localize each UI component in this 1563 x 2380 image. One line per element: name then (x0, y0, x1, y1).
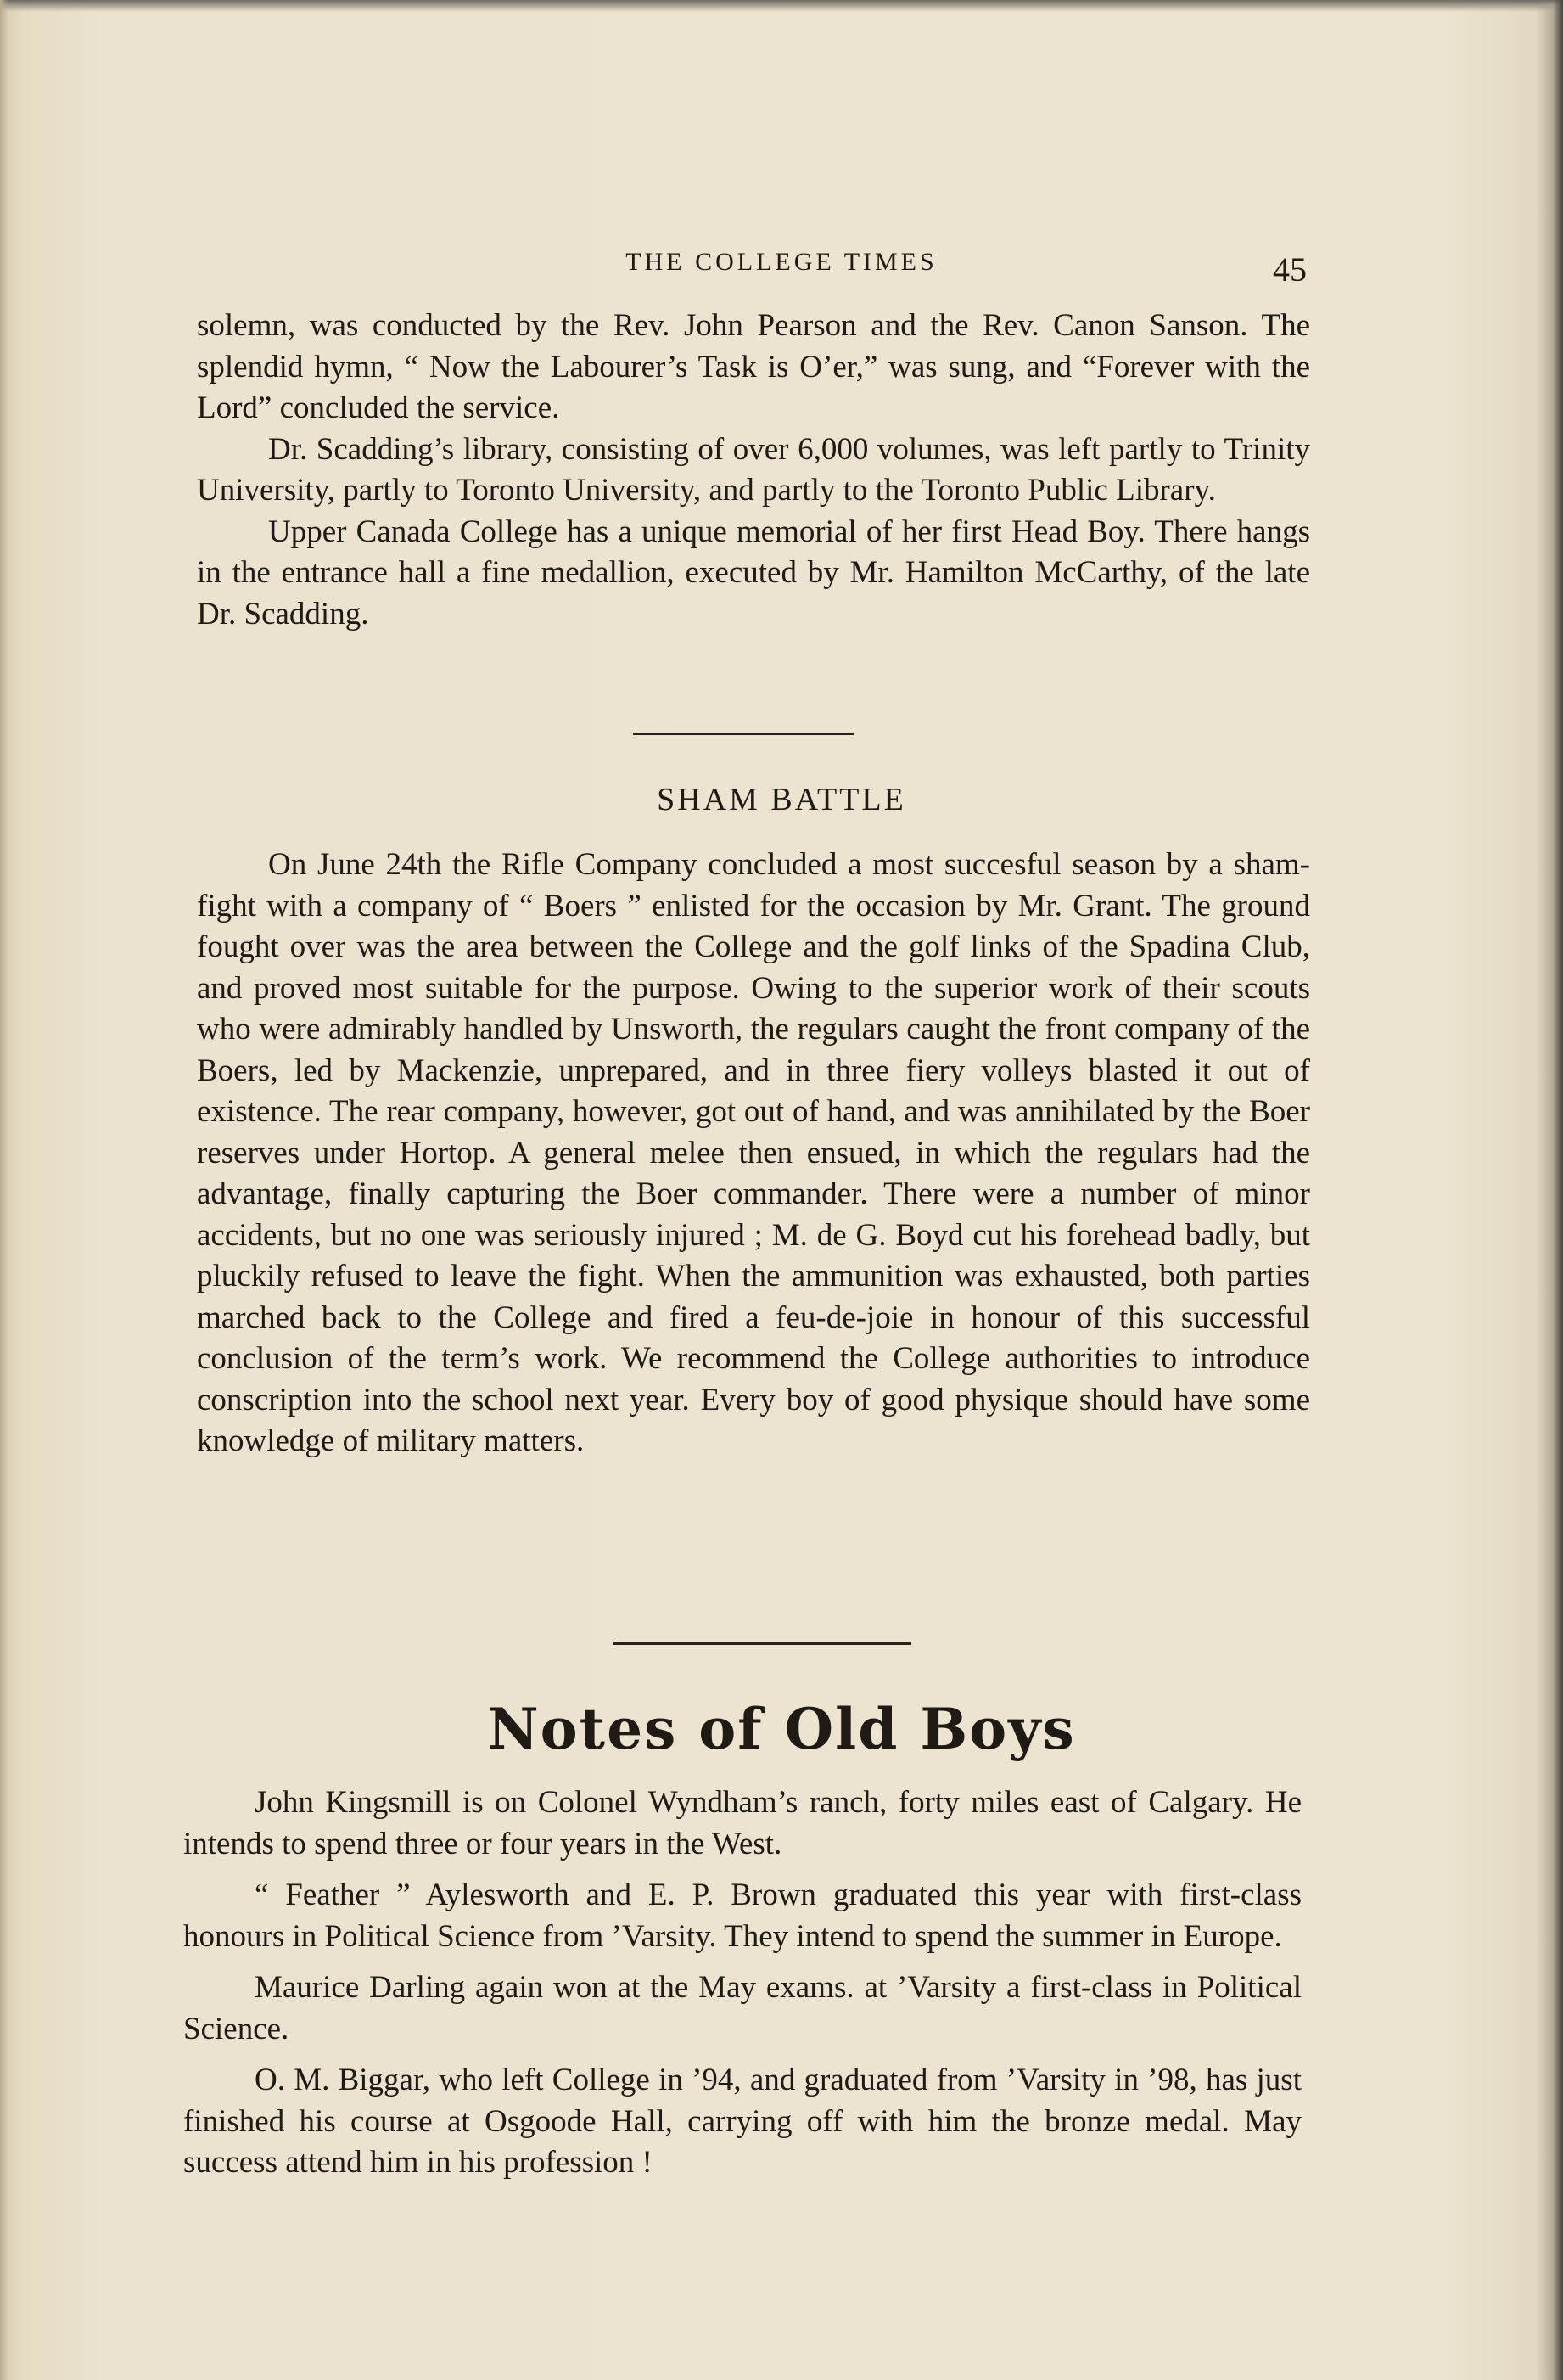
page-gutter-shadow (0, 0, 8, 2380)
page-number: 45 (1273, 250, 1307, 289)
old-boys-notes (183, 1782, 1302, 2194)
note-paragraph: John Kingsmill is on Colonel Wyndham’s ranch, forty miles east of Calgary. He intends to spend three or four years in the West. (183, 1785, 1302, 1861)
section-divider (613, 1642, 911, 1645)
article-paragraph: On June 24th the Rifle Company concluded a most succesful season by a sham-fight with a company of “ Boers ” enlisted for the occasion by Mr. Grant. The ground fought over was the area between the College and the golf links of the Spadina Club, and proved most suitable for the purpose. Owing to the superior work of their scouts who were admirably handled by Unsworth, the regulars caught the front company of the Boers, led by Mackenzie, unprepared, and in three fiery volleys blasted it out of existence. The rear company, however, got out of hand, and was annihilated by the Boer reserves under Hortop. A general melee then ensued, in which the regulars had the advantage, finally capturing the Boer commander. There were a number of minor accidents, but no one was seriously injured ; M. de G. Boyd cut his forehead badly, but pluckily refused to leave the fight. When the ammunition was exhausted, both parties marched back to the College and fired a feu-de-joie in honour of this successful conclusion of the term’s work. We recommend the College authorities to introduce conscription into the school next year. Every boy of good physique should have some knowledge of military matters. (197, 847, 1310, 1458)
article-paragraph: Dr. Scadding’s library, consisting of over 6,000 volumes, was left partly to Trinity University, partly to Toronto University, and partly to the Toronto Public Library. (197, 431, 1310, 508)
section-divider (633, 733, 854, 735)
note-paragraph: O. M. Biggar, who left College in ’94, and graduated from ’Varsity in ’98, has just finished his course at Osgoode Hall, carrying off with him the bronze medal. May success attend him in his profession ! (183, 2063, 1302, 2180)
running-head: THE COLLEGE TIMES (625, 248, 938, 276)
article-paragraph: solemn, was conducted by the Rev. John Pearson and the Rev. Canon Sanson. The splendid hymn, “ Now the Labourer’s Task is O’er,” was sung, and “Forever with the Lord” concluded the service. (197, 308, 1310, 425)
section-title-old-boys: Notes of Old Boys (487, 1696, 1076, 1762)
note-paragraph: Maurice Darling again won at the May exams. at ’Varsity a first-class in Political Science. (183, 1970, 1302, 2046)
sham-battle-article (197, 845, 1310, 1462)
note-paragraph: “ Feather ” Aylesworth and E. P. Brown graduated this year with first-class honours in Political Science from ’Varsity. They intend to spend the summer in Europe. (183, 1878, 1302, 1954)
continued-article (197, 306, 1310, 635)
article-paragraph: Upper Canada College has a unique memorial of her first Head Boy. There hangs in the entrance hall a fine medallion, executed by Mr. Hamilton McCarthy, of the late Dr. Scadding. (197, 514, 1310, 631)
section-title-sham-battle: SHAM BATTLE (657, 782, 906, 817)
